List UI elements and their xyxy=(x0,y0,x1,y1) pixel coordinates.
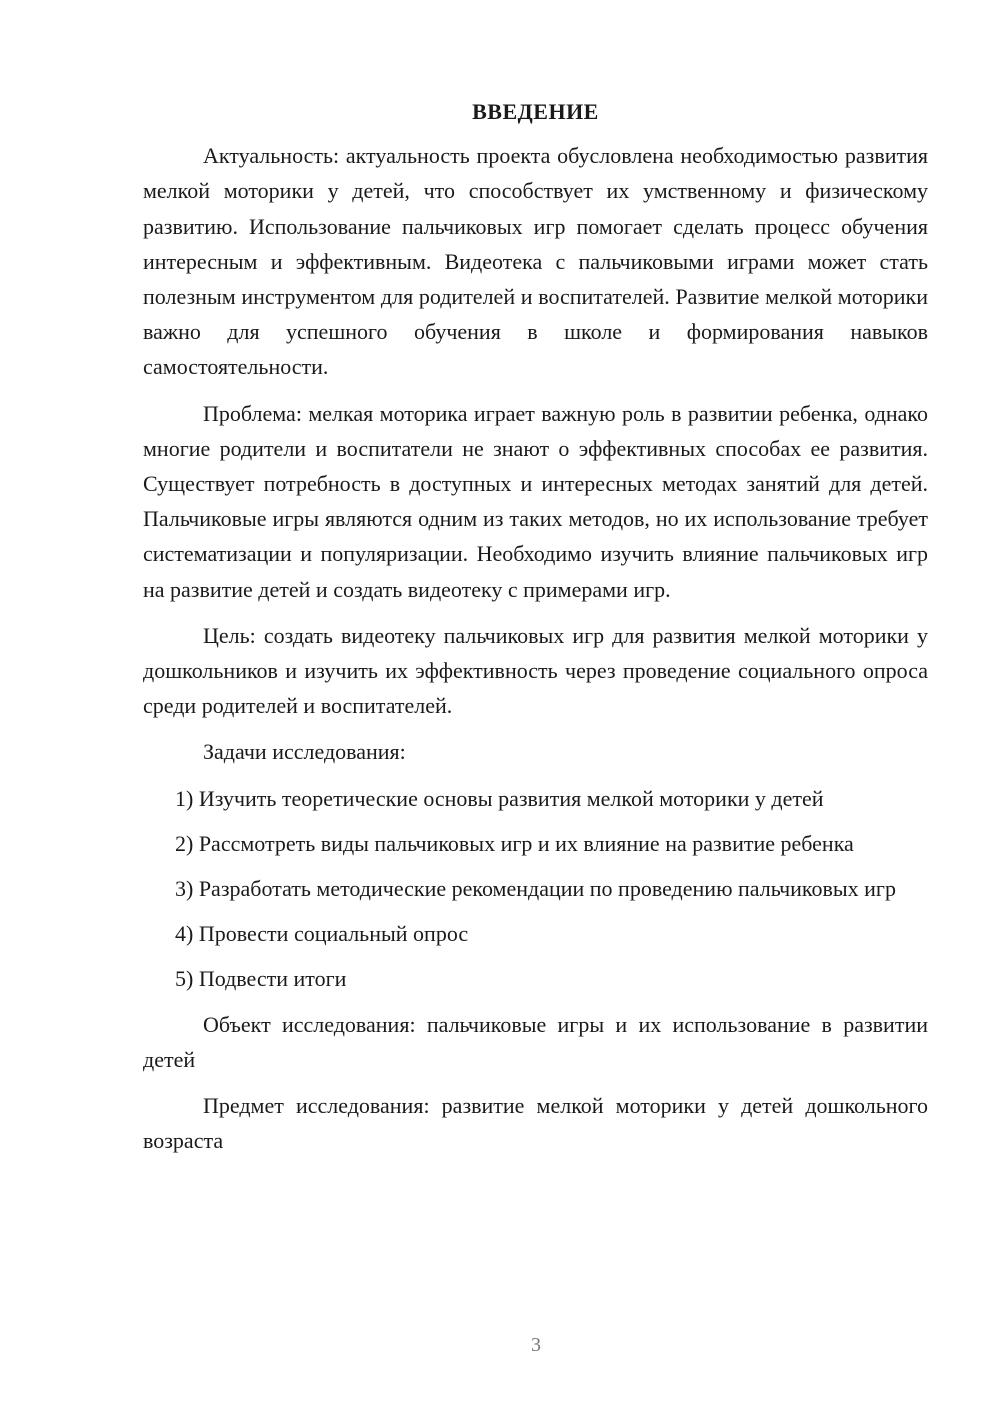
page-number: 3 xyxy=(531,1334,541,1356)
document-body xyxy=(143,94,928,1169)
task-item-1: 1) Изучить теоретические основы развития мелкой моторики у детей xyxy=(175,785,824,811)
task-item-2: 2) Рассмотреть виды пальчиковых игр и их влияние на развитие ребенка xyxy=(175,830,854,856)
problem-paragraph: Проблема: мелкая моторика играет важную роль в развитии ребенка, однако многие родители и воспитатели не знают о эффективных способах ее развития. Существует потребность в доступных и интересных методах занятий для детей. Пальчиковые игры являются одним из таких методов, но их использование требует систематизации и популяризации. Необходимо изучить влияние пальчиковых игр на развитие детей и создать видеотеку с примерами игр. xyxy=(143,400,928,602)
goal-paragraph: Цель: создать видеотеку пальчиковых игр для развития мелкой моторики у дошкольников и изучить их эффективность через проведение социального опроса среди родителей и воспитателей. xyxy=(143,622,928,719)
task-item-3: 3) Разработать методические рекомендации по проведению пальчиковых игр xyxy=(175,876,896,902)
page-heading: ВВЕДЕНИЕ xyxy=(472,99,599,124)
tasks-title: Задачи исследования: xyxy=(203,739,406,765)
task-item-4: 4) Провести социальный опрос xyxy=(175,921,469,947)
task-item-5: 5) Подвести итоги xyxy=(175,966,347,992)
object-paragraph: Объект исследования: пальчиковые игры и их использование в развитии детей xyxy=(143,1011,928,1072)
subject-paragraph: Предмет исследования: развитие мелкой моторики у детей дошкольного возраста xyxy=(143,1093,928,1154)
relevance-paragraph: Актуальность: актуальность проекта обусловлена необходимостью развития мелкой моторики у детей, что способствует их умственному и физическому развитию. Использование пальчиковых игр помогает сделать процесс обучения интересным и эффективным. Видеотека с пальчиковыми играми может стать полезным инструментом для родителей и воспитателей. Развитие мелкой моторики важно для успешного обучения в школе и формирования навыков самостоятельности. xyxy=(143,143,928,380)
